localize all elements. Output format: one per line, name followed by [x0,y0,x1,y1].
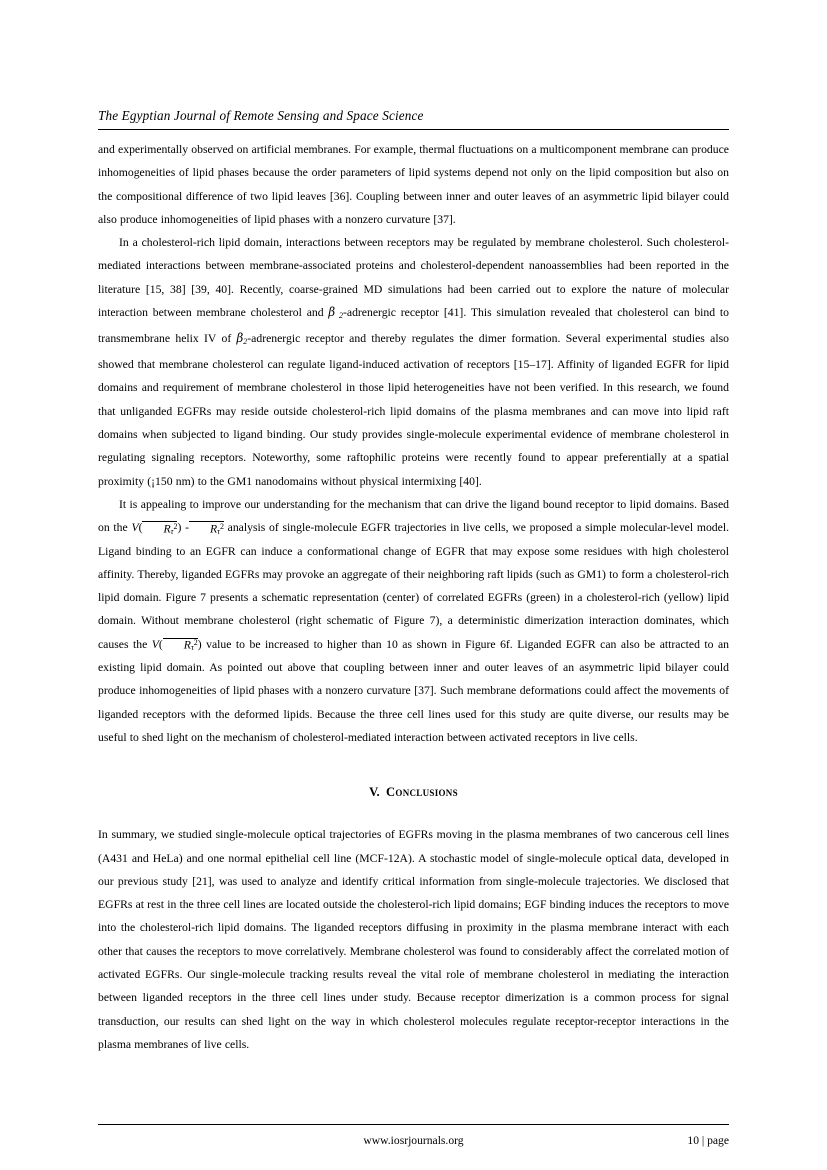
paragraph-text-segment: It is appealing to improve our understanding for the mechanism that can drive the ligand bound receptor to lipid domains. Based on the [98,497,729,535]
section-title: Conclusions [386,785,458,800]
formula-symbol-R: R [183,638,191,652]
paragraph-text-segment: analysis of single-molecule EGFR trajectories in live cells, we proposed a simple molecular-level model. Ligand binding to an EGFR can induce a conformational change of EGFR that may expose some residues with high cholesterol affinity. Thereby, liganded EGFRs may provoke an aggregate of their neighboring raft lipids (such as GM1) to form a cholesterol-rich lipid domain. Figure 7 presents a schematic representation (center) of correlated EGFRs (green) in a cholesterol-rich (yellow) lipid domain. Without membrane cholesterol (right schematic of Figure 7), a deterministic dimerization interaction dominates, which causes the [98,521,729,651]
paragraph-text-segment: In a cholesterol-rich lipid domain, interactions between receptors may be regulated by membrane cholesterol. Such cholesterol-mediated interactions between membrane-associated proteins and cholesterol-dependent nanoassemblies had been reported in the literature [15, 38] [39, 40]. Recently, coarse-grained MD simulations had been carried out to explore the nature of molecular interaction between membrane cholesterol and [98,236,729,320]
formula-subscript-tau: τ [217,527,220,536]
paragraph-continued: and experimentally observed on artificial membranes. For example, thermal fluctuations on a multicomponent membrane can produce inhomogeneities of lipid phases because the order parameters of lipid systems depend not only on the lipid composition but also on the compositional difference of two lipid leaves [36]. Coupling between inner and outer leaves of an asymmetric lipid bilayer could also produce inhomogeneities of lipid phases with a nonzero curvature [37]. [98,143,729,226]
formula-minus-operator: - [181,521,189,535]
formula-symbol-R: R [209,522,218,536]
formula-paren-open: ( [138,521,143,535]
header-rule [98,129,729,130]
section-number: V. [369,785,380,800]
inline-formula-variance [152,638,202,651]
beta-subscript: 2 [243,336,248,346]
formula-overline-group [142,521,177,536]
section-heading-conclusions [98,783,729,801]
body-text-block [98,138,729,1056]
heading-spacer [98,749,729,783]
paragraph-text-segment: value to be increased to higher than 10 as shown in Figure 6f. Liganded EGFR can also be attracted to an existing lipid domain. As pointed out above that coupling between inner and outer leaves of an asymmetric lipid bilayer could produce inhomogeneities of lipid phases with a nonzero curvature [37]. Such membrane deformations could affect the movements of liganded receptors with the deformed lipids. Because the three cell lines used for this study are quite diverse, our results may be useful to shed light on the mechanism of cholesterol-mediated interaction between activated receptors in live cells. [98,637,730,744]
footer-page-number: 10 | page [687,1134,729,1147]
paragraph-conclusions-summary: In summary, we studied single-molecule optical trajectories of EGFRs moving in the plasma membranes of two cancerous cell lines (A431 and HeLa) and one normal epithelial cell line (MCF-12A). A stochastic model of single-molecule optical data, developed in our previous study [21], was used to analyze and identify critical information from single-molecule trajectories. We disclosed that EGFRs at rest in the three cell lines are located outside the cholesterol-rich lipid domains; EGF binding induces the receptors to move into the cholesterol-rich lipid domains. The liganded receptors diffusing in proximity in the plasma membrane interact with each other that causes the receptors to move correlatively. Membrane cholesterol was found to considerably affect the correlated motion of activated EGFRs. Our single-molecule tracking results reveal the vital role of membrane cholesterol in mediating the interaction between liganded receptors in the three cell lines under study. Because receptor dimerization is a common process for signal transduction, our results can shed light on the way in which cholesterol molecules regulate receptor-receptor interactions in the plasma membranes of live cells. [98,828,730,1051]
paragraph-text-segment: -adrenergic receptor and thereby regulates the dimer formation. Several experimental studies also showed that membrane cholesterol can regulate ligand-induced activation of receptors [15–17]. Affinity of liganded EGFR for lipid domains and requirement of membrane cholesterol in those lipid heterogeneities have not been verified. In this research, we found that unliganded EGFRs may reside outside cholesterol-rich lipid domains of the plasma membranes and can move into lipid raft domains when subjected to ligand binding. Our study provides single-molecule experimental evidence of membrane cholesterol in regulating signaling receptors. Noteworthy, some raftophilic proteins were recently found to appear preferentially at a spatial proximity (¡150 nm) to the GM1 nanodomains without physical intermixing [40]. [98,332,729,488]
heading-spacer [98,801,729,823]
page-footer [98,1124,729,1150]
footer-website-link[interactable]: www.iosrjournals.org [363,1134,464,1147]
formula-paren-open: ( [158,637,163,651]
formula-overline-group [163,638,198,653]
footer-row [98,1132,729,1150]
paragraph-text-segment: -adrenergic receptor [41]. This simulation revealed that cholesterol can bind to transmembrane helix IV of [98,306,730,346]
formula-symbol-V: V [151,637,159,651]
beta-symbol: β [236,331,244,346]
formula-subscript-tau: τ [190,643,194,653]
formula-symbol-R: R [163,522,171,536]
formula-overline-group [189,521,224,536]
page-content [98,108,729,1056]
running-header-journal-title: The Egyptian Journal of Remote Sensing and Space Science [98,108,424,123]
inline-formula-variance-minus-msd [131,521,223,534]
paragraph-appealing-mechanism [98,493,729,749]
formula-superscript-two: 2 [193,638,198,648]
formula-subscript-tau: τ [170,527,174,536]
beta-subscript: 2 [335,310,343,320]
paragraph-cholesterol-rich-domain [98,231,729,493]
formula-superscript-two: 2 [219,521,224,531]
formula-paren-close: ) [177,521,182,535]
formula-paren-close: ) [197,637,202,651]
formula-symbol-V: V [131,521,139,535]
footer-rule [98,1124,729,1125]
formula-superscript-two: 2 [173,521,178,531]
beta-symbol: β [328,305,336,320]
